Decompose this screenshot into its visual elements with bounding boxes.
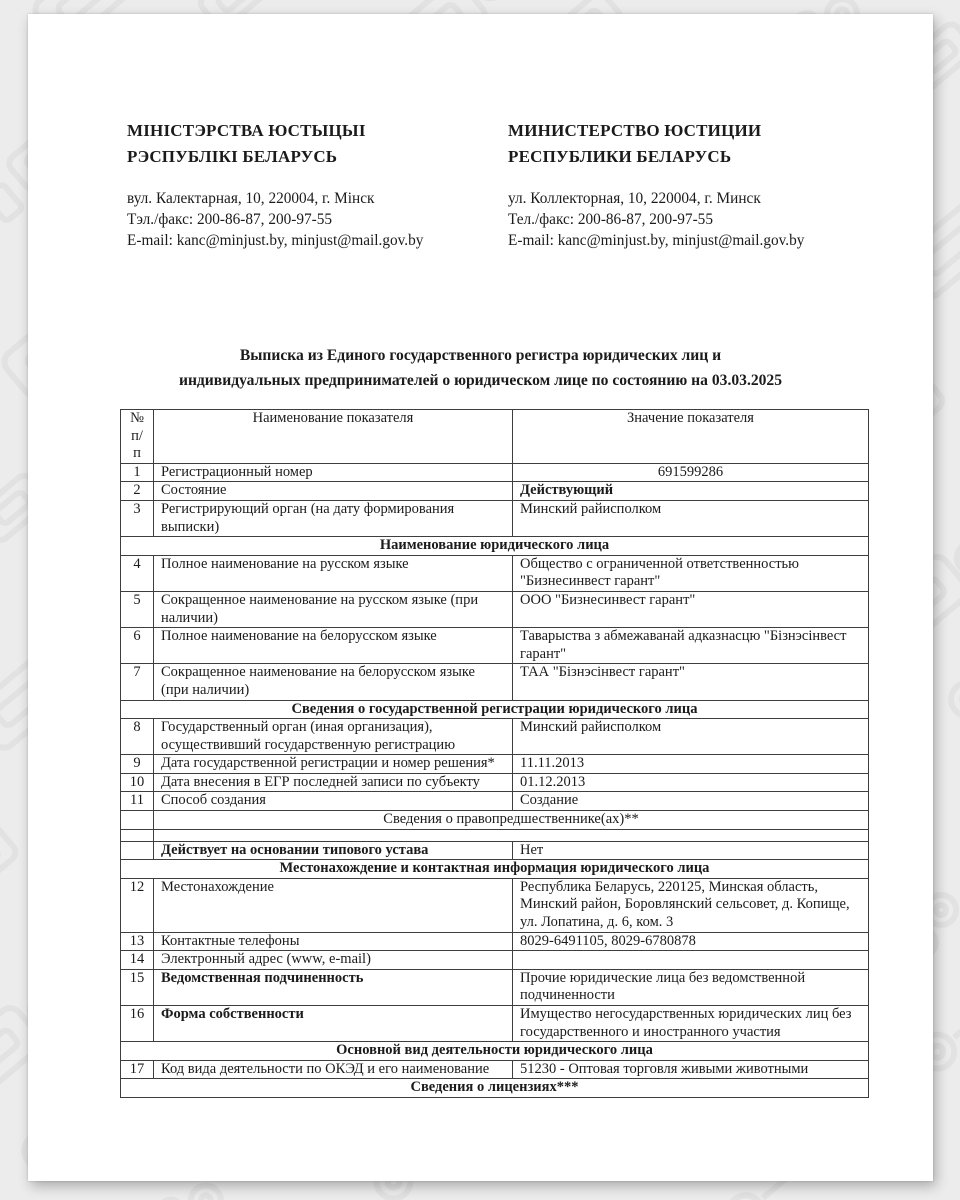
row-label: Код вида деятельности по ОКЭД и его наименование: [154, 1060, 513, 1079]
section-title: Основной вид деятельности юридического лица: [121, 1042, 869, 1061]
row-number: 7: [121, 664, 154, 700]
table-row: [121, 719, 869, 755]
table-header-row: [121, 410, 869, 464]
col-header-num: № п/п: [121, 410, 154, 464]
document-title-line2: индивидуальных предпринимателей о юридическом лице по состоянию на 03.03.2025: [178, 372, 783, 389]
ministry-name-ru: [508, 118, 873, 170]
col-header-value: Значение показателя: [513, 410, 869, 464]
row-value: Создание: [513, 792, 869, 811]
section-title: Сведения о правопредшественнике(ах)**: [154, 811, 869, 830]
row-number: [121, 841, 154, 860]
table-row: [121, 755, 869, 774]
row-number: 4: [121, 555, 154, 591]
ministry-name-ru-line1: МИНИСТЕРСТВО ЮСТИЦИИ: [508, 121, 762, 140]
table-row: [121, 664, 869, 700]
row-label: Местонахождение: [154, 878, 513, 932]
email-line-by: E-mail: kanc@minjust.by, minjust@mail.gov.by: [127, 232, 424, 249]
table-row: [121, 1060, 869, 1079]
section-title: Местонахождение и контактная информация юридического лица: [121, 860, 869, 879]
row-label: Дата внесения в ЕГР последней записи по субъекту: [154, 773, 513, 792]
row-number: 2: [121, 482, 154, 501]
row-label: Действует на основании типового устава: [154, 841, 513, 860]
row-value: 691599286: [513, 463, 869, 482]
row-label: Государственный орган (иная организация), осуществивший государственную регистрацию: [154, 719, 513, 755]
section-row: [121, 1079, 869, 1098]
phone-line-by: Тэл./факс: 200-86-87, 200-97-55: [127, 211, 333, 228]
row-number: 15: [121, 969, 154, 1005]
row-label: Полное наименование на белорусском языке: [154, 628, 513, 664]
empty-cell: [154, 829, 869, 841]
row-number: 14: [121, 951, 154, 970]
table-row: [121, 773, 869, 792]
row-label: Электронный адрес (www, e-mail): [154, 951, 513, 970]
section-row: [121, 811, 869, 830]
row-number-cell: [121, 811, 154, 830]
row-value: 51230 - Оптовая торговля живыми животными: [513, 1060, 869, 1079]
row-value: Республика Беларусь, 220125, Минская область, Минский район, Боровлянский сельсовет, д. Копище, ул. Лопатина, д. 6, ком. 3: [513, 878, 869, 932]
spacer-row: [121, 829, 869, 841]
row-value: Действующий: [513, 482, 869, 501]
address-line-by: вул. Калектарная, 10, 220004, г. Мінск: [127, 190, 375, 207]
row-value: ООО "Бизнесинвест гарант": [513, 591, 869, 627]
section-title: Сведения о лицензиях***: [121, 1079, 869, 1098]
row-value: Прочие юридические лица без ведомственной подчиненности: [513, 969, 869, 1005]
ministry-name-by: [127, 118, 492, 170]
ministry-name-ru-line2: РЕСПУБЛИКИ БЕЛАРУСЬ: [508, 147, 732, 166]
table-row: [121, 463, 869, 482]
ministry-header-russian: [508, 118, 873, 251]
ministry-name-by-line1: МІНІСТЭРСТВА ЮСТЫЦЫІ: [127, 121, 366, 140]
row-label: Контактные телефоны: [154, 932, 513, 951]
row-label: Сокращенное наименование на белорусском языке (при наличии): [154, 664, 513, 700]
row-number: 1: [121, 463, 154, 482]
register-table-body: [121, 463, 869, 1097]
row-number: 17: [121, 1060, 154, 1079]
email-line-ru: E-mail: kanc@minjust.by, minjust@mail.gov.by: [508, 232, 805, 249]
row-value: Минский райисполком: [513, 500, 869, 536]
table-row: [121, 932, 869, 951]
section-row: [121, 700, 869, 719]
document-title: [28, 343, 933, 393]
register-table: [120, 409, 869, 1098]
section-row: [121, 860, 869, 879]
row-number: 16: [121, 1006, 154, 1042]
row-value: 11.11.2013: [513, 755, 869, 774]
row-label: Ведомственная подчиненность: [154, 969, 513, 1005]
row-value: [513, 951, 869, 970]
col-header-name: Наименование показателя: [154, 410, 513, 464]
address-line-ru: ул. Коллекторная, 10, 220004, г. Минск: [508, 190, 761, 207]
row-label: Сокращенное наименование на русском языке (при наличии): [154, 591, 513, 627]
table-row: [121, 555, 869, 591]
row-value: Общество с ограниченной ответственностью "Бизнесинвест гарант": [513, 555, 869, 591]
row-value: Нет: [513, 841, 869, 860]
table-row: [121, 878, 869, 932]
table-row: [121, 591, 869, 627]
table-row: [121, 1006, 869, 1042]
row-number: 10: [121, 773, 154, 792]
row-number-cell: [121, 829, 154, 841]
row-label: Форма собственности: [154, 1006, 513, 1042]
row-number: 6: [121, 628, 154, 664]
row-label: Регистрационный номер: [154, 463, 513, 482]
row-number: 9: [121, 755, 154, 774]
document-title-line1: Выписка из Единого государственного регистра юридических лиц и: [239, 347, 722, 364]
ministry-contacts-by: [127, 188, 492, 251]
row-number: 8: [121, 719, 154, 755]
document-page: [28, 14, 933, 1181]
table-row: [121, 951, 869, 970]
table-row: [121, 482, 869, 501]
row-value: Таварыства з абмежаванай адказнасцю "Бізнэсінвест гарант": [513, 628, 869, 664]
row-value: Минский райисполком: [513, 719, 869, 755]
table-row: [121, 969, 869, 1005]
row-value: 8029-6491105, 8029-6780878: [513, 932, 869, 951]
row-label: Дата государственной регистрации и номер решения*: [154, 755, 513, 774]
section-title: Сведения о государственной регистрации юридического лица: [121, 700, 869, 719]
row-number: 12: [121, 878, 154, 932]
row-number: 3: [121, 500, 154, 536]
section-title: Наименование юридического лица: [121, 537, 869, 556]
row-label: Способ создания: [154, 792, 513, 811]
row-number: 11: [121, 792, 154, 811]
table-row: [121, 500, 869, 536]
section-row: [121, 537, 869, 556]
row-label: Состояние: [154, 482, 513, 501]
row-label: Полное наименование на русском языке: [154, 555, 513, 591]
table-row: [121, 628, 869, 664]
ministry-name-by-line2: РЭСПУБЛІКІ БЕЛАРУСЬ: [127, 147, 338, 166]
table-row: [121, 792, 869, 811]
row-number: 5: [121, 591, 154, 627]
row-label: Регистрирующий орган (на дату формирования выписки): [154, 500, 513, 536]
ministry-header-belarusian: [127, 118, 492, 251]
row-value: Имущество негосударственных юридических лиц без государственного и иностранного участия: [513, 1006, 869, 1042]
row-number: 13: [121, 932, 154, 951]
row-value: ТАА "Бізнэсінвест гарант": [513, 664, 869, 700]
ministry-contacts-ru: [508, 188, 873, 251]
phone-line-ru: Тел./факс: 200-86-87, 200-97-55: [508, 211, 713, 228]
section-row: [121, 1042, 869, 1061]
table-row: [121, 841, 869, 860]
row-value: 01.12.2013: [513, 773, 869, 792]
